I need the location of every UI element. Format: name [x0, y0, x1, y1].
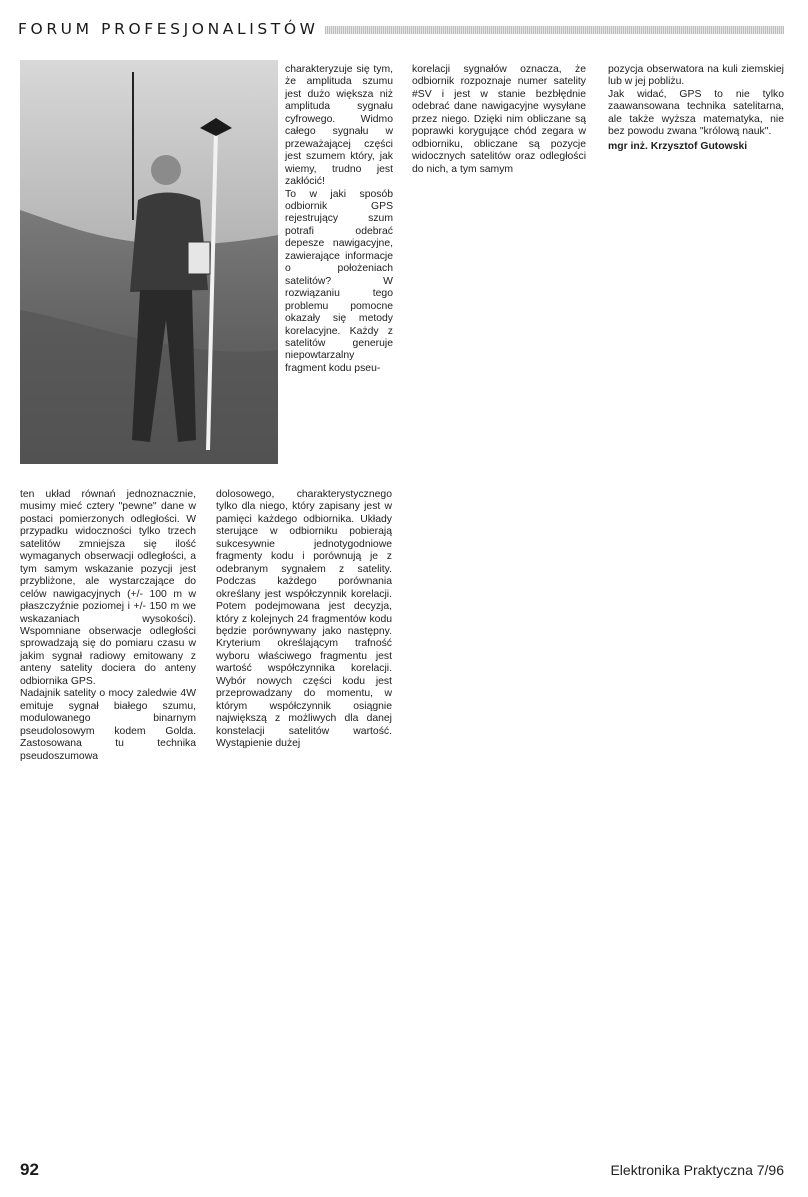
column-4	[608, 64, 784, 153]
header-rule	[325, 26, 784, 34]
author-name: mgr inż. Krzysztof Gutowski	[608, 140, 748, 152]
column-3	[412, 64, 586, 176]
paragraph: Nadajnik satelity o mocy zaledwie 4W emituje sygnał białego szumu, modulowanego binarnym pseudolosowym kodem Golda. Zastosowana tu technika pseudoszumowa	[20, 688, 196, 762]
section-title: FORUM PROFESJONALISTÓW	[18, 20, 319, 38]
paragraph: charakteryzuje się tym, że amplituda szumu jest dużo większa niż amplituda sygnału cyfrowego. Widmo całego sygnału w przeważającej części jest szumem który, jak wiemy, trudno jest zakłócić!	[285, 64, 393, 188]
paragraph: Jak widać, GPS to nie tylko zaawansowana technika satelitarna, ale także wyższa matematyka, nie bez powodu zwana "królową nauk".	[608, 88, 784, 138]
paragraph: dolosowego, charakterystycznego tylko dla niego, który zapisany jest w pamięci każdego odbiornika. Układy sterujące w odbiorniku pobierają sukcesywnie jednotygodniowe fragmenty kodu i porównują je z odebranym sygnałem z satelity. Podczas każdego porównania określany jest współczynnik korelacji. Potem podejmowana jest decyzja, który z kolejnych 24 fragmentów kodu będzie porównywany jako następny. Kryterium określającym trafność wyboru właściwego fragmentu jest wartość współczynnika korelacji. Wybór nowych części kodu jest przeprowadzany do momentu, w którym współczynnik osiągnie największą z możliwych dla danej konstelacji satelitów wartość. Wystąpienie dużej	[216, 489, 392, 750]
photo-surveyor-with-gps	[20, 60, 278, 464]
page-number: 92	[20, 1160, 39, 1179]
column-2-bottom	[216, 489, 392, 751]
column-1	[20, 489, 196, 829]
paragraph: To w jaki sposób odbiornik GPS rejestrujący szum potrafi odebrać depesze nawigacyjne, zawierające informacje o położeniach satelitów? W rozwiązaniu tego problemu pomocne okazały się metody korelacyjne. Każdy z satelitów generuje niepowtarzalny fragment kodu pseu-	[285, 188, 393, 374]
paragraph: korelacji sygnałów oznacza, że odbiornik rozpoznaje numer satelity #SV i jest w stanie bezbłędnie odebrać dane nawigacyjne wysyłane przez niego. Dzięki nim obliczane są poprawki korygujące chód zegara w odbiorniku, obliczane są pozycje widocznych satelitów oraz odległości do nich, a tym samym	[412, 64, 586, 175]
magazine-issue: Elektronika Praktyczna 7/96	[610, 1162, 784, 1178]
section-header	[18, 16, 784, 42]
column-2-top	[285, 64, 393, 375]
paragraph: ten układ równań jednoznacznie, musimy mieć cztery "pewne" dane w postaci pomierzonych odległości. W przypadku widoczności tylko trzech satelitów zmniejsza się ilość wymaganych obserwacji odległości, a tym samym wskazanie pozycji jest przybliżone, ale wystarczające do celów nawigacyjnych (+/- 100 m w płaszczyźnie poziomej i +/- 150 m we wskazaniach wysokości). Wspomniane obserwacje odległości sprowadzają się do pomiaru czasu w jakim sygnał radiowy emitowany z anteny satelity dociera do anteny odbiornika GPS.	[20, 489, 196, 687]
photo-illustration	[20, 60, 278, 464]
paragraph: pozycja obserwatora na kuli ziemskiej lub w jej pobliżu.	[608, 64, 784, 88]
